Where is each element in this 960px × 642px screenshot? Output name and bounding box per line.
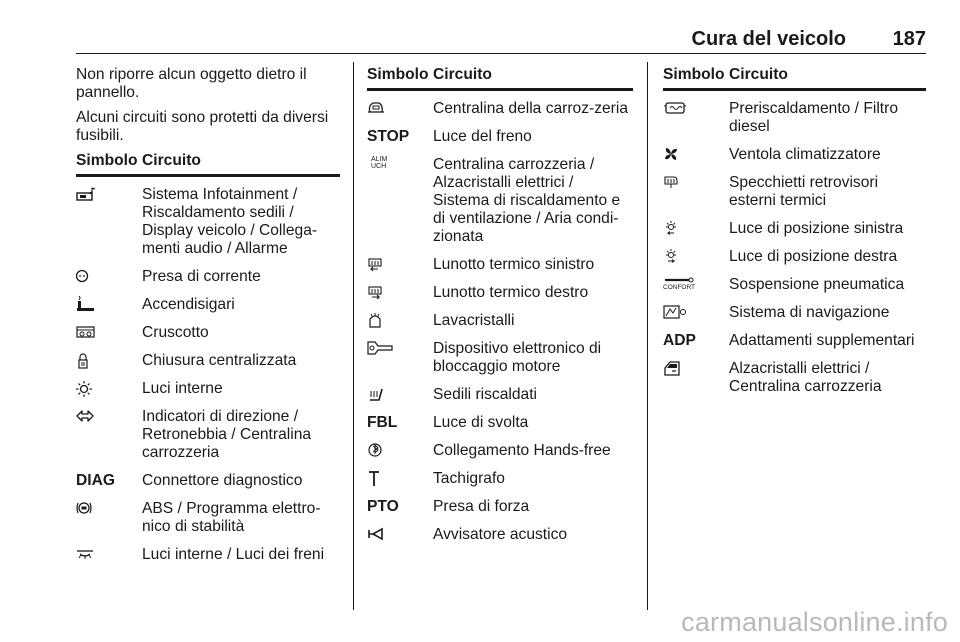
row-desc: Luce di posizione destra (729, 248, 898, 265)
table-row (367, 156, 633, 246)
header-symbol: Simbolo (663, 66, 725, 83)
header-circuit: Circuito (729, 66, 788, 83)
row-desc: Centralina carrozzeria / Alzacristalli elettrici / Sistema di riscaldamento e di ventilazione / Aria condi-zionata (433, 156, 621, 245)
header-circuit: Circuito (433, 66, 492, 83)
row-desc: ABS / Programma elettro-nico di stabilità (142, 500, 321, 535)
diag-symbol: DIAG (76, 472, 115, 489)
row-desc: Sedili riscaldati (433, 386, 538, 403)
row-desc: Specchietti retrovisori esterni termici (729, 174, 879, 209)
row-desc: Luce del freno (433, 128, 532, 145)
header-circuit: Circuito (142, 152, 201, 169)
table-row (76, 380, 340, 398)
header-rule (76, 53, 926, 54)
row-desc: Accendisigari (142, 296, 235, 313)
row-desc: Tachigrafo (433, 470, 505, 487)
table-row (76, 268, 340, 286)
pto-symbol: PTO (367, 498, 399, 515)
table-row (367, 284, 633, 302)
header-title: Cura del veicolo (691, 28, 846, 50)
table-row (76, 324, 340, 342)
row-desc: Sospensione pneumatica (729, 276, 905, 293)
body-control-icon (367, 100, 387, 117)
washer-icon (367, 312, 387, 329)
left-position-light-icon (663, 220, 683, 237)
rear-defrost-left-icon (367, 256, 387, 273)
row-desc: Lunotto termico destro (433, 284, 589, 301)
header-symbol: Simbolo (367, 66, 429, 83)
power-window-icon (663, 360, 683, 377)
table-header (367, 66, 633, 91)
row-desc: Presa di corrente (142, 268, 261, 285)
tachograph-icon (367, 470, 387, 487)
row-desc: Alzacristalli elettrici / Centralina carrozzeria (729, 360, 882, 395)
infotainment-icon (76, 186, 96, 203)
abs-icon (76, 500, 96, 517)
table-row (663, 360, 926, 396)
column-divider (353, 62, 354, 610)
row-desc: Avvisatore acustico (433, 526, 568, 543)
table-row (76, 186, 340, 258)
table-row (663, 304, 926, 322)
alim-uch-symbol: ALIM UCH (371, 156, 388, 170)
immobiliser-key-icon (367, 340, 393, 357)
brake-interior-light-icon (76, 546, 96, 563)
intro-paragraph: Non riporre alcun oggetto dietro il pannello. (76, 66, 307, 101)
row-desc: Lunotto termico sinistro (433, 256, 595, 273)
row-desc: Sistema Infotainment / Riscaldamento sedili / Display veicolo / Collega-menti audio / Allarme (142, 186, 318, 257)
fan-icon (663, 146, 683, 163)
instrument-panel-icon (76, 324, 96, 341)
glow-plug-icon (663, 100, 689, 117)
table-row (367, 128, 633, 146)
air-suspension-icon (663, 276, 695, 284)
intro-text (76, 66, 340, 145)
row-desc: Luci interne (142, 380, 223, 397)
table-row (663, 146, 926, 164)
table-row (367, 470, 633, 488)
table-row (367, 100, 633, 118)
row-desc: Chiusura centralizzata (142, 352, 297, 369)
row-desc: Luci interne / Luci dei freni (142, 546, 325, 563)
hands-free-icon (367, 442, 387, 459)
watermark: carmanualsonline.info (681, 607, 948, 637)
table-row (367, 340, 633, 376)
page-number: 187 (892, 28, 926, 50)
table-header (76, 152, 340, 177)
row-desc: Luce di svolta (433, 414, 529, 431)
right-position-light-icon (663, 248, 683, 265)
heated-mirror-icon (663, 174, 683, 191)
stop-symbol: STOP (367, 128, 410, 145)
table-row (663, 276, 926, 294)
turn-signal-icon (76, 408, 96, 425)
page-header (76, 26, 926, 52)
column-1 (76, 66, 340, 564)
row-desc: Collegamento Hands-free (433, 442, 611, 459)
table-row (663, 220, 926, 238)
table-row (367, 442, 633, 460)
table-row (76, 500, 340, 536)
row-desc: Dispositivo elettronico di bloccaggio motore (433, 340, 602, 375)
table-row (663, 100, 926, 136)
navigation-icon (663, 304, 689, 321)
column-divider (647, 62, 648, 610)
table-row (367, 526, 633, 544)
adp-symbol: ADP (663, 332, 696, 349)
header-symbol: Simbolo (76, 152, 138, 169)
table-row (367, 414, 633, 432)
table-row (663, 174, 926, 210)
horn-icon (367, 526, 387, 543)
row-desc: Lavacristalli (433, 312, 515, 329)
air-suspension-symbol: CONFORT (663, 276, 697, 291)
row-desc: Cruscotto (142, 324, 209, 341)
table-row (76, 352, 340, 370)
table-row (663, 332, 926, 350)
row-desc: Connettore diagnostico (142, 472, 303, 489)
table-row (367, 498, 633, 516)
table-row (367, 256, 633, 274)
table-header (663, 66, 926, 91)
interior-light-icon (76, 380, 96, 397)
row-desc: Luce di posizione sinistra (729, 220, 904, 237)
row-desc: Sistema di navigazione (729, 304, 890, 321)
row-desc: Ventola climatizzatore (729, 146, 881, 163)
table-row (367, 386, 633, 404)
rear-defrost-right-icon (367, 284, 387, 301)
cigarette-lighter-icon (76, 296, 96, 313)
row-desc: Indicatori di direzione / Retronebbia / Centralina carrozzeria (142, 408, 312, 461)
column-2 (367, 66, 633, 544)
column-3 (663, 66, 926, 396)
table-row (367, 312, 633, 330)
intro-paragraph: Alcuni circuiti sono protetti da diversi fusibili. (76, 109, 329, 144)
row-desc: Centralina della carroz-zeria (433, 100, 629, 117)
row-desc: Preriscaldamento / Filtro diesel (729, 100, 898, 135)
heated-seat-icon (367, 386, 387, 403)
central-locking-icon (76, 352, 96, 369)
row-desc: Adattamenti supplementari (729, 332, 915, 349)
fbl-symbol: FBL (367, 414, 398, 431)
table-row (76, 408, 340, 462)
table-row (76, 296, 340, 314)
table-row (76, 472, 340, 490)
table-row (663, 248, 926, 266)
table-row (76, 546, 340, 564)
row-desc: Presa di forza (433, 498, 530, 515)
power-outlet-icon (76, 268, 96, 285)
